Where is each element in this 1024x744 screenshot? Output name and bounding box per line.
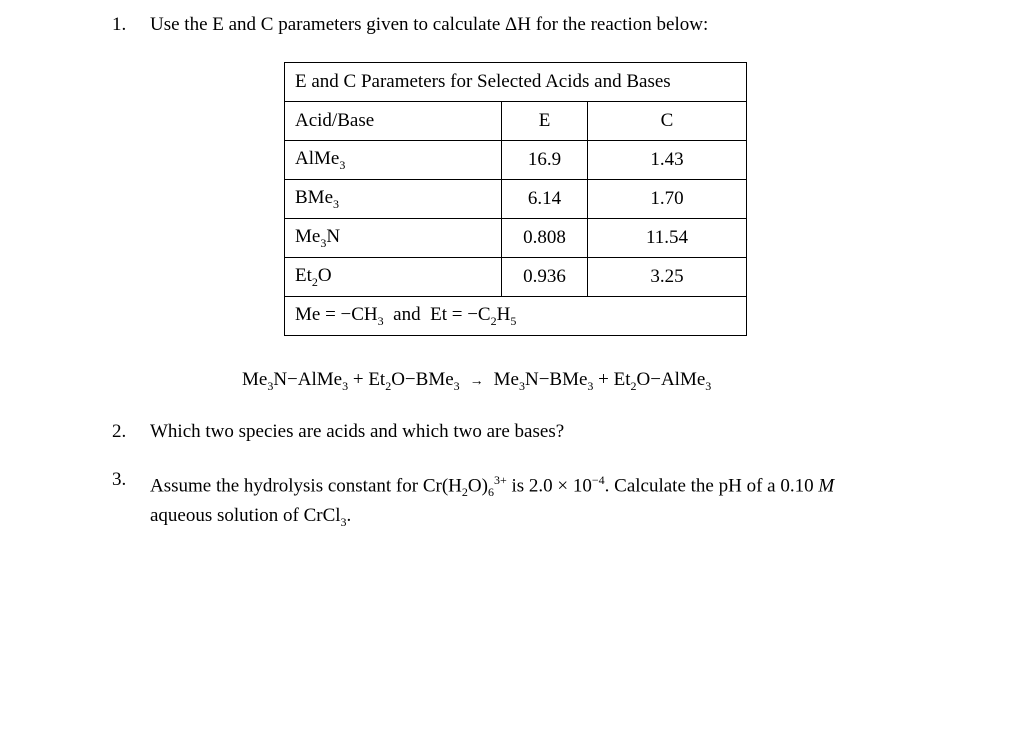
question-1-number: 1. (112, 14, 127, 35)
header-acid-base: Acid/Base (285, 102, 502, 141)
ec-parameters-table (284, 62, 747, 336)
question-3-text (150, 468, 834, 534)
row-e-value: 0.936 (502, 258, 588, 297)
row-species: BMe$_3$ (285, 180, 502, 219)
row-e-value: 16.9 (502, 141, 588, 180)
table-header-row (285, 102, 747, 141)
table-footnote-row (285, 297, 747, 336)
row-e-value: 0.808 (502, 219, 588, 258)
reaction-arrow-icon: → (469, 374, 484, 389)
question-2-text: Which two species are acids and which two are bases? (150, 421, 565, 442)
table-footnote: $Me = -CH_3$ and $Et = -C_2H_5$ (285, 297, 747, 336)
table-title-row (285, 63, 747, 102)
row-species: $Et_2O$ (285, 258, 502, 297)
row-c-value: 1.70 (588, 180, 747, 219)
question-3-line-2: aqueous solution of CrCl$_3$. (150, 505, 352, 529)
table-row (285, 219, 747, 258)
header-c: C (588, 102, 747, 141)
row-species: $Me_3N$ (285, 219, 502, 258)
question-3-line-1: Assume the hydrolysis constant for $Cr(H_2O)_6^{3+}$ is $2.0 \times 10^{-4}$. Calculate the pH of a 0.10 M (150, 473, 835, 500)
row-c-value: 3.25 (588, 258, 747, 297)
reaction-equation: $Me_3N-AlMe_3 + Et_2O-BMe_3 \to Me_3N-BMe_3$ + $Et_2O-AlMe_3$ (242, 369, 712, 393)
header-e: E (502, 102, 588, 141)
row-e-value: 6.14 (502, 180, 588, 219)
question-1-text: Use the E and C parameters given to calculate ΔH for the reaction below: (150, 14, 709, 35)
question-3-number: 3. (112, 469, 127, 490)
table-row (285, 258, 747, 297)
row-species: AlMe$_3$ (285, 141, 502, 180)
table-row (285, 141, 747, 180)
row-c-value: 11.54 (588, 219, 747, 258)
table-title: E and C Parameters for Selected Acids and Bases (285, 63, 747, 102)
row-c-value: 1.43 (588, 141, 747, 180)
table-row (285, 180, 747, 219)
question-2-number: 2. (112, 421, 127, 442)
